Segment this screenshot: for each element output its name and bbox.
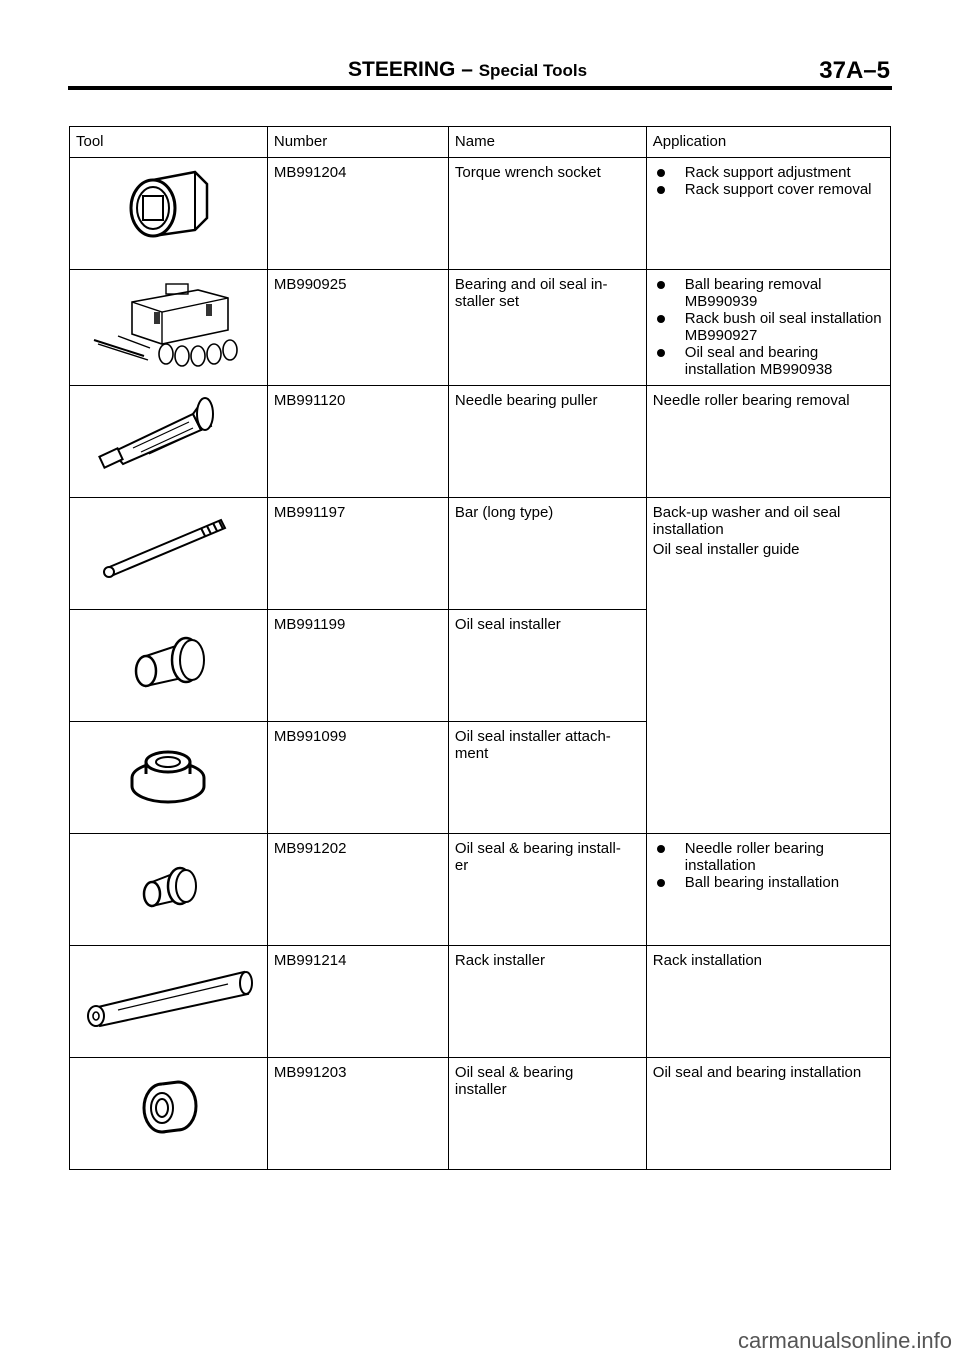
tool-name: Oil seal & bearing install- er xyxy=(448,834,646,946)
tool-application xyxy=(646,498,890,834)
tool-name: Bearing and oil seal in- staller set xyxy=(448,270,646,386)
tool-number: MB991214 xyxy=(267,946,448,1058)
title-separator: – xyxy=(455,58,479,81)
tool-application: Rack installation xyxy=(646,946,890,1058)
bullet-icon xyxy=(657,349,665,357)
tool-application xyxy=(646,834,890,946)
tool-application: Needle roller bearing removal xyxy=(646,386,890,498)
tool-name: Torque wrench socket xyxy=(448,158,646,270)
bullet-icon xyxy=(657,186,665,194)
application-text: Back-up washer and oil seal installation xyxy=(652,504,841,538)
tool-number: MB991203 xyxy=(267,1058,448,1170)
tool-image-cell xyxy=(70,386,268,498)
tool-name: Oil seal installer xyxy=(448,610,646,722)
bullet-icon xyxy=(657,281,665,289)
tool-application: Oil seal and bearing installation xyxy=(646,1058,890,1170)
tool-application xyxy=(646,270,890,386)
header-rule xyxy=(68,86,892,90)
tool-number: MB991199 xyxy=(267,610,448,722)
tool-name: Needle bearing puller xyxy=(448,386,646,498)
tool-number: MB991204 xyxy=(267,158,448,270)
watermark: carmanualsonline.info xyxy=(737,1328,952,1353)
bullet-icon xyxy=(657,169,665,177)
tool-number: MB991120 xyxy=(267,386,448,498)
table-row xyxy=(70,498,891,610)
tool-name: Rack installer xyxy=(448,946,646,1058)
application-item: Ball bearing removal MB990939 xyxy=(653,276,884,310)
col-header-name: Name xyxy=(448,127,646,158)
table-row xyxy=(70,834,891,946)
page-title xyxy=(348,58,587,82)
tool-image-cell xyxy=(70,722,268,834)
application-item: Rack support cover removal xyxy=(653,181,884,198)
long-bar-icon xyxy=(93,504,243,584)
tool-image-cell xyxy=(70,834,268,946)
page-number: 37A–5 xyxy=(819,57,890,84)
installer-set-icon xyxy=(88,276,248,376)
col-header-tool: Tool xyxy=(70,127,268,158)
application-item: Oil seal and bearing installation MB990938 xyxy=(653,344,884,378)
attachment-icon xyxy=(118,728,218,808)
tool-number: MB991099 xyxy=(267,722,448,834)
bullet-icon xyxy=(657,845,665,853)
tool-number: MB991202 xyxy=(267,834,448,946)
table-row xyxy=(70,386,891,498)
tool-number: MB990925 xyxy=(267,270,448,386)
table-row xyxy=(70,946,891,1058)
tool-image-cell xyxy=(70,158,268,270)
tool-image-cell xyxy=(70,610,268,722)
tool-number: MB991197 xyxy=(267,498,448,610)
application-item: Ball bearing installation xyxy=(653,874,884,891)
bullet-icon xyxy=(657,315,665,323)
oil-seal-installer-icon xyxy=(118,616,218,696)
application-text: Oil seal installer guide xyxy=(652,541,800,558)
application-item: Needle roller bearing installation xyxy=(653,840,884,874)
ring-installer-icon xyxy=(118,1064,218,1144)
table-row xyxy=(70,270,891,386)
application-item: Rack support adjustment xyxy=(653,164,884,181)
col-header-number: Number xyxy=(267,127,448,158)
puller-icon xyxy=(93,392,243,472)
tool-image-cell xyxy=(70,498,268,610)
table-header-row xyxy=(70,127,891,158)
tool-image-cell xyxy=(70,946,268,1058)
seal-bearing-installer-icon xyxy=(118,840,218,920)
socket-icon xyxy=(113,164,223,244)
application-item: Rack bush oil seal installation MB990927 xyxy=(653,310,884,344)
tool-image-cell xyxy=(70,1058,268,1170)
title-main: STEERING xyxy=(348,58,456,81)
tool-name: Oil seal & bearing installer xyxy=(448,1058,646,1170)
bullet-icon xyxy=(657,879,665,887)
tool-image-cell xyxy=(70,270,268,386)
col-header-application: Application xyxy=(646,127,890,158)
title-sub: Special Tools xyxy=(478,61,588,80)
special-tools-table xyxy=(69,126,891,1170)
rack-installer-icon xyxy=(78,952,258,1032)
tool-application xyxy=(646,158,890,270)
tool-name: Oil seal installer attach- ment xyxy=(448,722,646,834)
table-row xyxy=(70,158,891,270)
tool-name: Bar (long type) xyxy=(448,498,646,610)
table-row xyxy=(70,1058,891,1170)
